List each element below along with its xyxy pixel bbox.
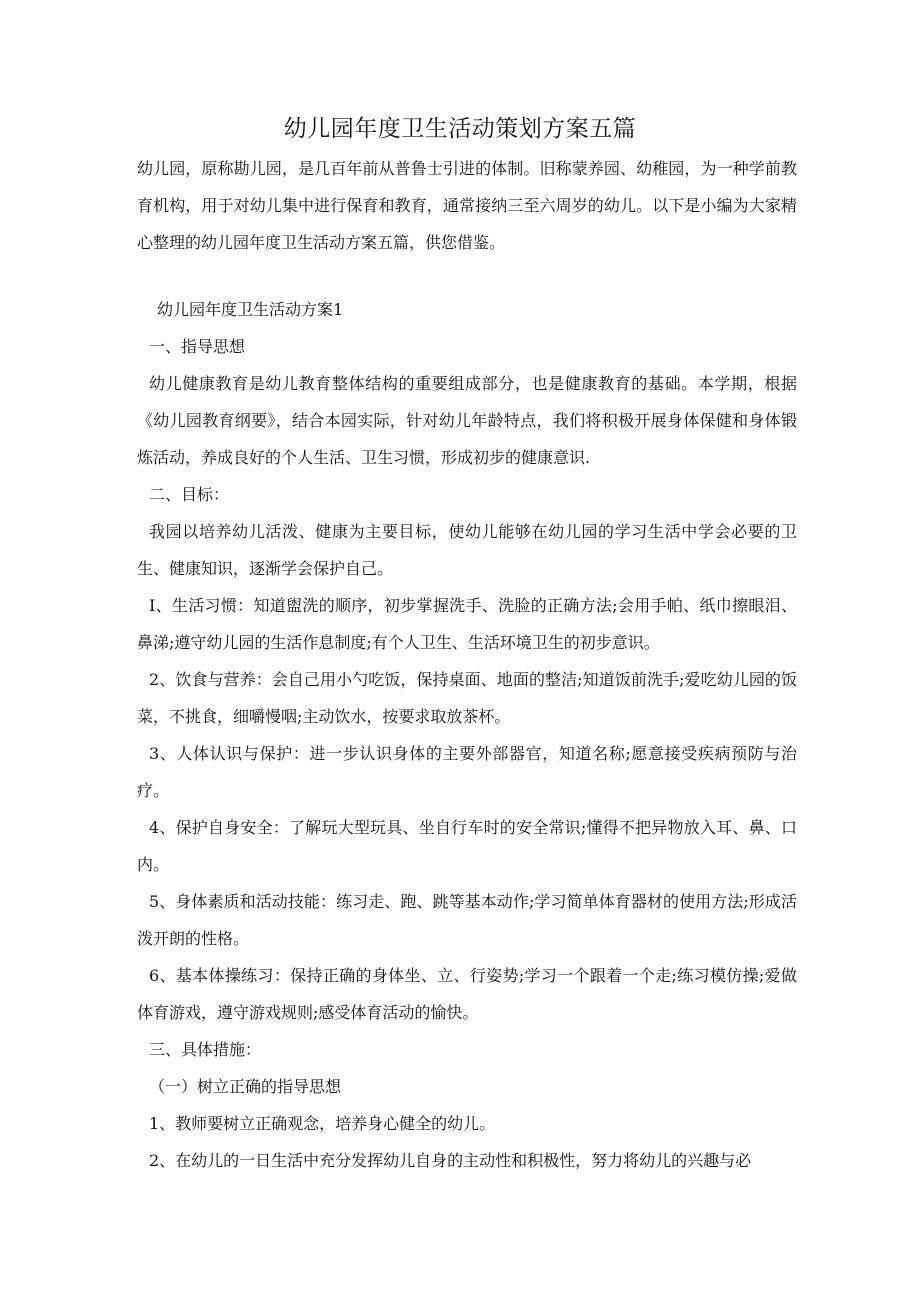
- paragraph-guiding-thought: 幼儿健康教育是幼儿教育整体结构的重要组成部分，也是健康教育的基础。本学期，根据《幼儿园教育纲要》，结合本园实际，针对幼儿年龄特点，我们将积极开展身体保健和身体锻炼活动，养成良好的个人生活、卫生习惯，形成初步的健康意识.: [137, 374, 797, 467]
- heading-measures: 三、具体措施：: [149, 1040, 262, 1059]
- subheading-guiding-thought: （一）树立正确的指导思想: [149, 1077, 342, 1096]
- paragraph-goals: 我园以培养幼儿活泼、健康为主要目标，使幼儿能够在幼儿园的学习生活中学会必要的卫生、健康知识，逐渐学会保护自己。: [137, 522, 797, 578]
- list-item: 1、教师要树立正确观念，培养身心健全的幼儿。: [149, 1114, 496, 1133]
- list-item: 2、在幼儿的一日生活中充分发挥幼儿自身的主动性和积极性，努力将幼儿的兴趣与必: [149, 1151, 752, 1170]
- list-item: 6、基本体操练习：保持正确的身体坐、立、行姿势;学习一个跟着一个走;练习模仿操;爱做体育游戏，遵守游戏规则;感受体育活动的愉快。: [137, 966, 797, 1022]
- list-item: 3、人体认识与保护：进一步认识身体的主要外部器官，知道名称;愿意接受疾病预防与治疗。: [137, 744, 797, 800]
- section-title: 幼儿园年度卫生活动方案1: [157, 300, 344, 319]
- list-item: 5、身体素质和活动技能：练习走、跑、跳等基本动作;学习简单体育器材的使用方法;形成活泼开朗的性格。: [137, 892, 797, 948]
- list-item: I、生活习惯：知道盥洗的顺序，初步掌握洗手、洗脸的正确方法;会用手帕、纸巾擦眼泪、鼻涕;遵守幼儿园的生活作息制度;有个人卫生、生活环境卫生的初步意识。: [137, 596, 797, 652]
- list-item: 2、饮食与营养：会自己用小勺吃饭，保持桌面、地面的整洁;知道饭前洗手;爱吃幼儿园的饭菜，不挑食，细嚼慢咽;主动饮水，按要求取放茶杯。: [137, 670, 797, 726]
- heading-goals: 二、目标：: [149, 485, 230, 504]
- document-title: 幼儿园年度卫生活动策划方案五篇: [283, 116, 637, 142]
- list-item: 4、保护自身安全：了解玩大型玩具、坐自行车时的安全常识;懂得不把异物放入耳、鼻、口内。: [137, 818, 797, 874]
- heading-guiding-thought: 一、指导思想: [149, 337, 246, 356]
- intro-paragraph: 幼儿园，原称勘儿园，是几百年前从普鲁士引进的体制。旧称蒙养园、幼稚园，为一种学前教育机构，用于对幼儿集中进行保育和教育，通常接纳三至六周岁的幼儿。以下是小编为大家精心整理的幼儿园年度卫生活动方案五篇，供您借鉴。: [137, 159, 797, 252]
- document-body: [137, 291, 797, 1179]
